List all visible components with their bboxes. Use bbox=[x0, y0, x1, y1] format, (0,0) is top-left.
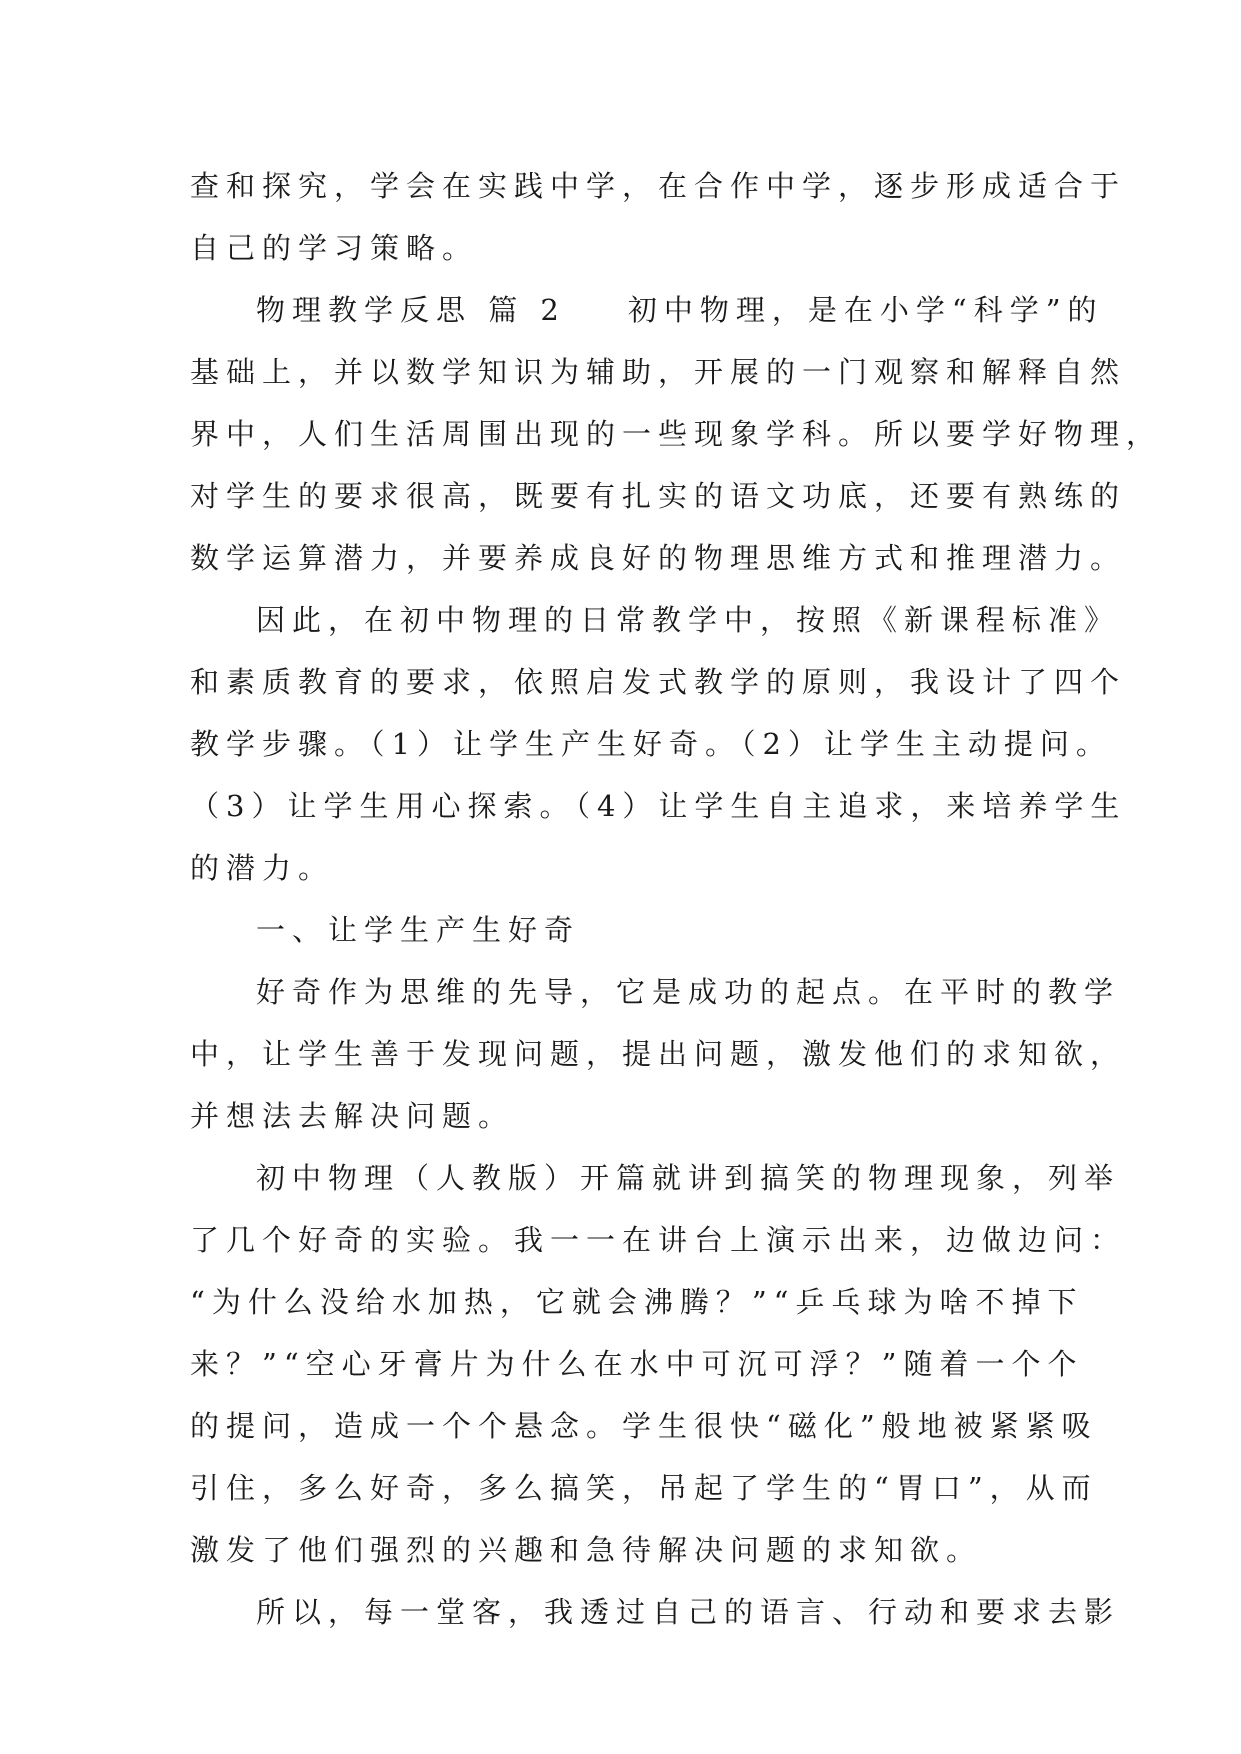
section-heading-line bbox=[190, 279, 1104, 341]
paragraph-line: 来？”“空心牙膏片为什么在水中可沉可浮？”随着一个个 bbox=[190, 1347, 1084, 1381]
paragraph-line: 激发了他们强烈的兴趣和急待解决问题的求知欲。 bbox=[190, 1533, 983, 1567]
paragraph-line: 自己的学习策略。 bbox=[190, 231, 479, 265]
section-heading: 物理教学反思 篇 2 bbox=[256, 293, 566, 327]
paragraph-line: 所以，每一堂客，我透过自己的语言、行动和要求去影 bbox=[256, 1595, 1121, 1629]
paragraph-line: 引住，多么好奇，多么搞笑，吊起了学生的“胃口”，从而 bbox=[190, 1471, 1098, 1505]
paragraph-line: 基础上，并以数学知识为辅助，开展的一门观察和解释自然 bbox=[190, 355, 1127, 389]
paragraph-line: 查和探究，学会在实践中学，在合作中学，逐步形成适合于 bbox=[190, 169, 1127, 203]
subheading: 一、让学生产生好奇 bbox=[256, 913, 581, 947]
paragraph-line: 界中，人们生活周围出现的一些现象学科。所以要学好物理， bbox=[190, 417, 1163, 451]
paragraph-line: 了几个好奇的实验。我一一在讲台上演示出来，边做边问： bbox=[190, 1223, 1127, 1257]
paragraph-line: 好奇作为思维的先导，它是成功的起点。在平时的教学 bbox=[256, 975, 1121, 1009]
paragraph-line: 和素质教育的要求，依照启发式教学的原则，我设计了四个 bbox=[190, 665, 1127, 699]
section-first-text: 初中物理，是在小学“科学”的 bbox=[627, 293, 1104, 327]
paragraph-line: 对学生的要求很高，既要有扎实的语文功底，还要有熟练的 bbox=[190, 479, 1127, 513]
paragraph-line: 初中物理（人教版）开篇就讲到搞笑的物理现象，列举 bbox=[256, 1161, 1121, 1195]
paragraph-line: 因此，在初中物理的日常教学中，按照《新课程标准》 bbox=[256, 603, 1121, 637]
paragraph-line: 的潜力。 bbox=[190, 851, 335, 885]
paragraph-line: 教学步骤。（1）让学生产生好奇。（2）让学生主动提问。 bbox=[190, 727, 1112, 761]
paragraph-line: 数学运算潜力，并要养成良好的物理思维方式和推理潜力。 bbox=[190, 541, 1127, 575]
document-body bbox=[190, 155, 1163, 1643]
paragraph-line: “为什么没给水加热，它就会沸腾？”“乒乓球为啥不掉下 bbox=[190, 1285, 1084, 1319]
paragraph-line: 中，让学生善于发现问题，提出问题，激发他们的求知欲， bbox=[190, 1037, 1127, 1071]
paragraph-line: 并想法去解决问题。 bbox=[190, 1099, 515, 1133]
paragraph-line: 的提问，造成一个个悬念。学生很快“磁化”般地被紧紧吸 bbox=[190, 1409, 1098, 1443]
paragraph-line: （3）让学生用心探索。（4）让学生自主追求，来培养学生 bbox=[190, 789, 1127, 823]
